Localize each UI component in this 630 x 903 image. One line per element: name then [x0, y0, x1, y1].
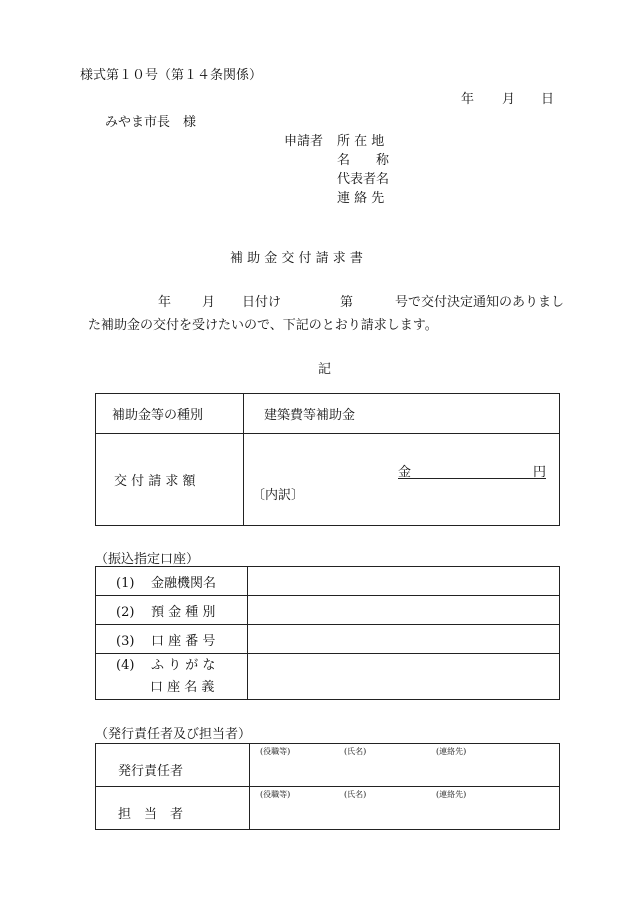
bank-row-4-num: (4)	[116, 657, 135, 673]
bank-row-4-label2: 口 座 名 義	[150, 679, 215, 695]
bank-row-3-label: 口 座 番 号	[150, 633, 216, 649]
amount-underline	[398, 461, 546, 479]
body-line2: た補助金の交付を受けたいので、下記のとおり請求します。	[88, 318, 438, 333]
person-in-charge-label: 担 当 者	[96, 787, 250, 830]
bank-row-2-num: (2)	[116, 604, 135, 620]
applicant-name-label: 名 称	[337, 153, 390, 168]
responsible-caption: （発行責任者及び担当者）	[95, 727, 252, 742]
bank-table	[95, 566, 560, 700]
person-in-charge-field[interactable]	[250, 787, 560, 830]
en-label: 円	[532, 465, 546, 480]
document-title: 補 助 金 交 付 請 求 書	[230, 251, 363, 266]
amount-cell[interactable]	[244, 434, 560, 526]
issuer-field[interactable]	[250, 744, 560, 787]
bank-row-4-label: ふ り が な	[150, 657, 216, 673]
type-label: 補助金等の種別	[96, 394, 244, 434]
responsible-table	[95, 743, 560, 830]
bank-caption: （振込指定口座）	[95, 552, 200, 567]
body-month: 月	[202, 295, 216, 310]
issuer-contact: (連絡先)	[436, 747, 467, 756]
person-contact: (連絡先)	[436, 790, 467, 799]
applicant-label: 申請者	[284, 134, 324, 149]
applicant-contact-label: 連 絡 先	[337, 191, 385, 206]
bank-row-1-label: 金融機関名	[150, 575, 216, 591]
amount-label: 交 付 請 求 額	[96, 434, 244, 526]
bank-row-3-num: (3)	[116, 633, 135, 649]
bank-row-1	[96, 567, 248, 596]
issuer-name: (氏名)	[344, 747, 367, 756]
issuer-position: (役職等)	[260, 747, 291, 756]
person-position: (役職等)	[260, 790, 291, 799]
person-name: (氏名)	[344, 790, 367, 799]
bank-row-4	[96, 654, 248, 700]
bank-row-2-label: 預 金 種 別	[150, 604, 216, 620]
applicant-address-label: 所 在 地	[337, 134, 385, 149]
deposit-type-field[interactable]	[248, 596, 560, 625]
body-line1-suffix: 号で交付決定通知のありまし	[395, 295, 565, 310]
type-value: 建築費等補助金	[244, 394, 560, 434]
applicant-representative-label: 代表者名	[337, 172, 390, 187]
account-number-field[interactable]	[248, 625, 560, 654]
date-day: 日	[541, 92, 555, 107]
bank-name-field[interactable]	[248, 567, 560, 596]
bank-row-2	[96, 596, 248, 625]
body-dated: 日付け	[242, 295, 282, 310]
account-holder-field[interactable]	[248, 654, 560, 700]
form-number: 様式第１０号（第１４条関係）	[80, 68, 263, 83]
breakdown-label: 〔内訳〕	[252, 488, 305, 503]
kin-label: 金	[398, 465, 412, 480]
addressee: みやま市長 様	[105, 115, 197, 130]
bank-row-1-num: (1)	[116, 575, 135, 591]
ki-heading: 記	[318, 362, 332, 377]
date-month: 月	[502, 92, 516, 107]
issuer-label: 発行責任者	[96, 744, 250, 787]
date-year: 年	[461, 92, 475, 107]
bank-row-3	[96, 625, 248, 654]
claim-table	[95, 393, 560, 526]
body-year: 年	[158, 295, 172, 310]
body-no: 第	[340, 295, 354, 310]
